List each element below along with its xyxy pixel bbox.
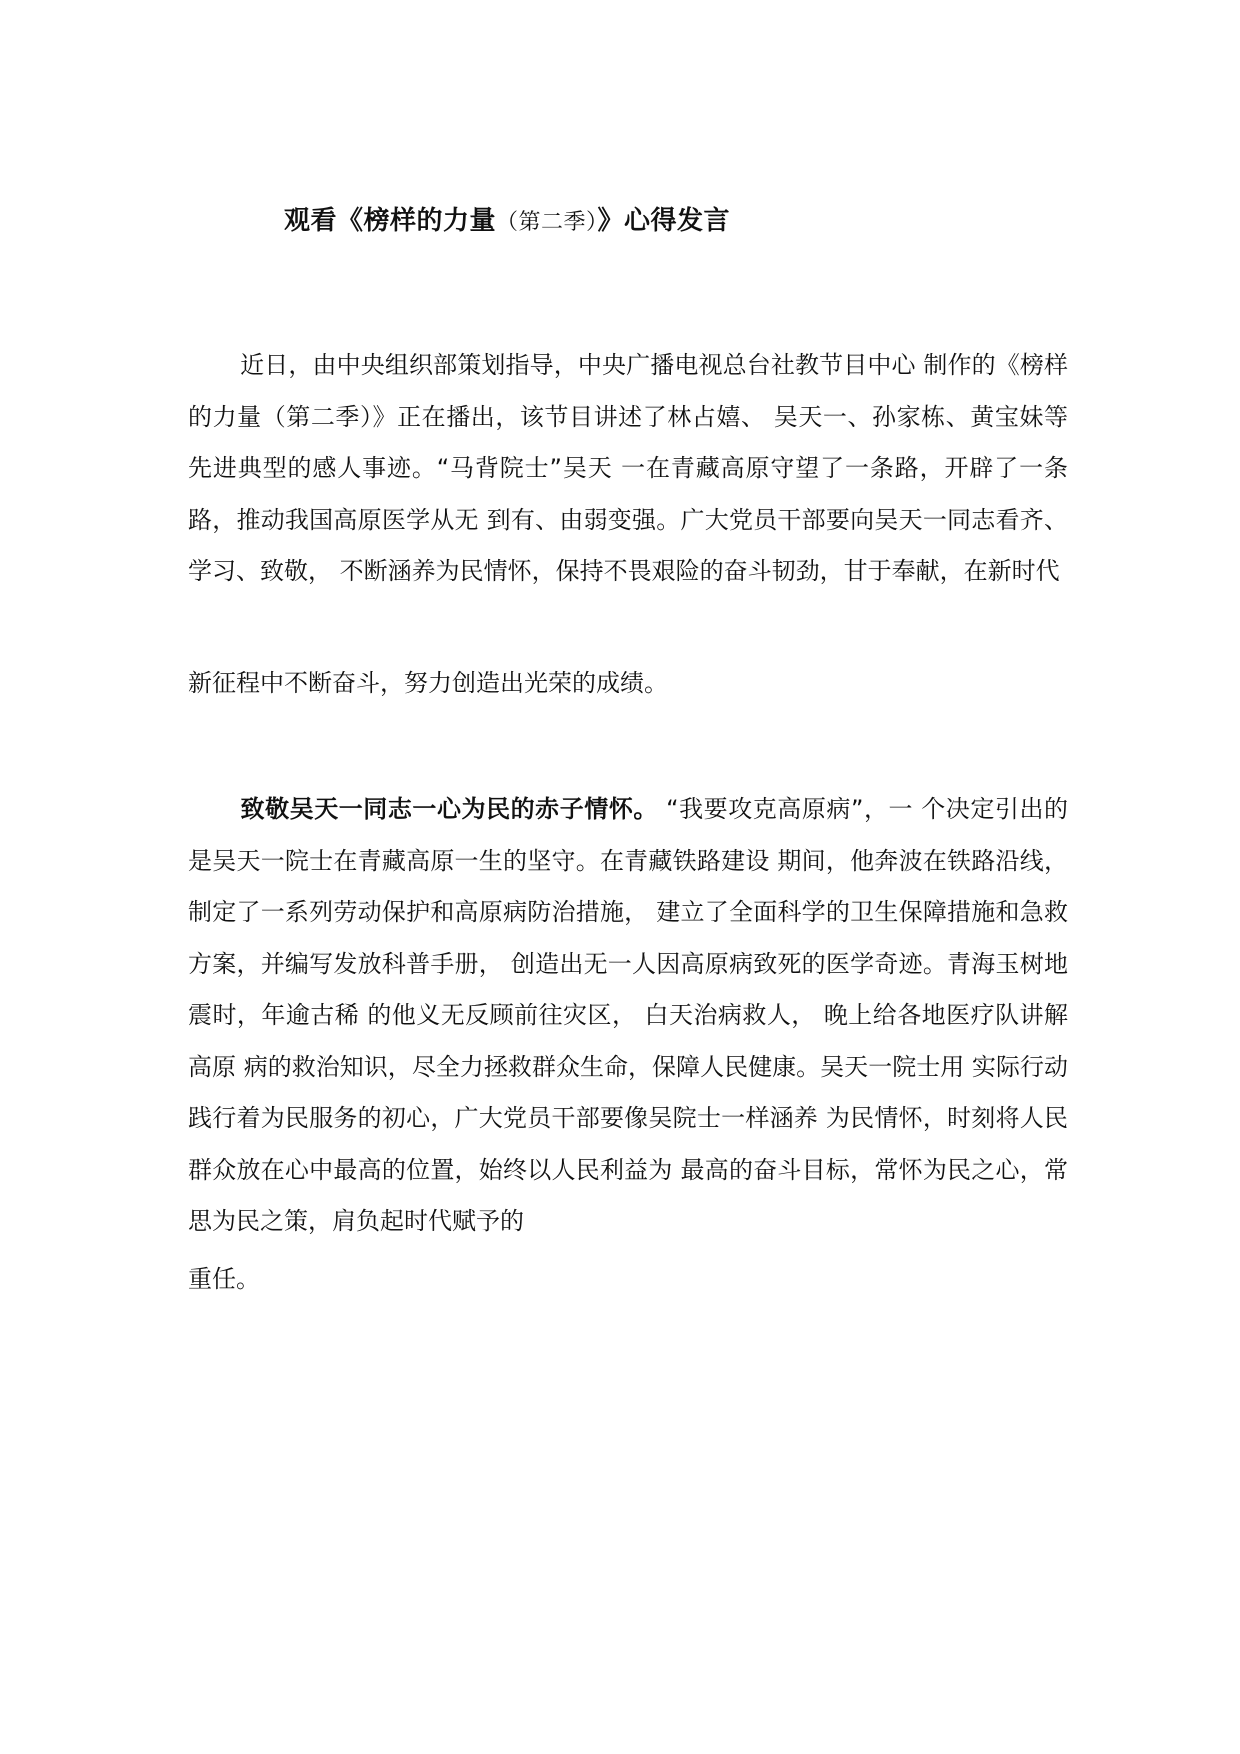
title-main-before: 观看《榜样的力量 [284,206,497,236]
paragraph-2-continuation-text: 重任。 [188,1265,260,1293]
paragraph-1-text: 近日，由中央组织部策划指导，中央广播电视总台社教节目中心 制作的《榜样的力量（第二季）》正在播出，该节目讲述了林占嬉、 吴天一、孙家栋、黄宝妹等先进典型的感人事迹。“马背院士”吴天 一在青藏高原守望了一条路，开辟了一条路，推动我国高原医学从无 到有、由弱变强。广大党员干部要向吴天一同志看齐、学习、致敬， 不断涵养为民情怀，保持不畏艰险的奋斗韧劲，甘于奉献，在新时代 [188,351,1068,585]
title-main-after: 》心得发言 [597,206,731,236]
paragraph-1 [188,340,1068,598]
paragraph-2 [188,784,1068,1248]
paragraph-1-continuation-text: 新征程中不断奋斗，努力创造出光荣的成绩。 [188,669,668,697]
title-subtitle-season: （第二季） [496,210,598,235]
paragraph-2-text: “我要攻克高原病”，一 个决定引出的是吴天一院士在青藏高原一生的坚守。在青藏铁路建设 期间，他奔波在铁路沿线，制定了一系列劳动保护和高原病防治措施， 建立了全面科学的卫生保障措施和急救方案，并编写发放科普手册， 创造出无一人因高原病致死的医学奇迹。青海玉树地震时，年逾古稀 的他义无反顾前往灾区， 白天治病救人， 晚上给各地医疗队讲解高原 病的救治知识，尽全力拯救群众生命，保障人民健康。吴天一院士用 实际行动践行着为民服务的初心，广大党员干部要像吴院士一样涵养 为民情怀，时刻将人民群众放在心中最高的位置，始终以人民利益为 最高的奋斗目标，常怀为民之心，常思为民之策，肩负起时代赋予的 [188,795,1068,1235]
paragraph-1-continuation [188,658,1068,710]
document-title [284,200,730,237]
paragraph-2-lead-sentence: 致敬吴天一同志一心为民的赤子情怀。 [240,795,658,823]
paragraph-2-continuation [188,1254,1068,1306]
